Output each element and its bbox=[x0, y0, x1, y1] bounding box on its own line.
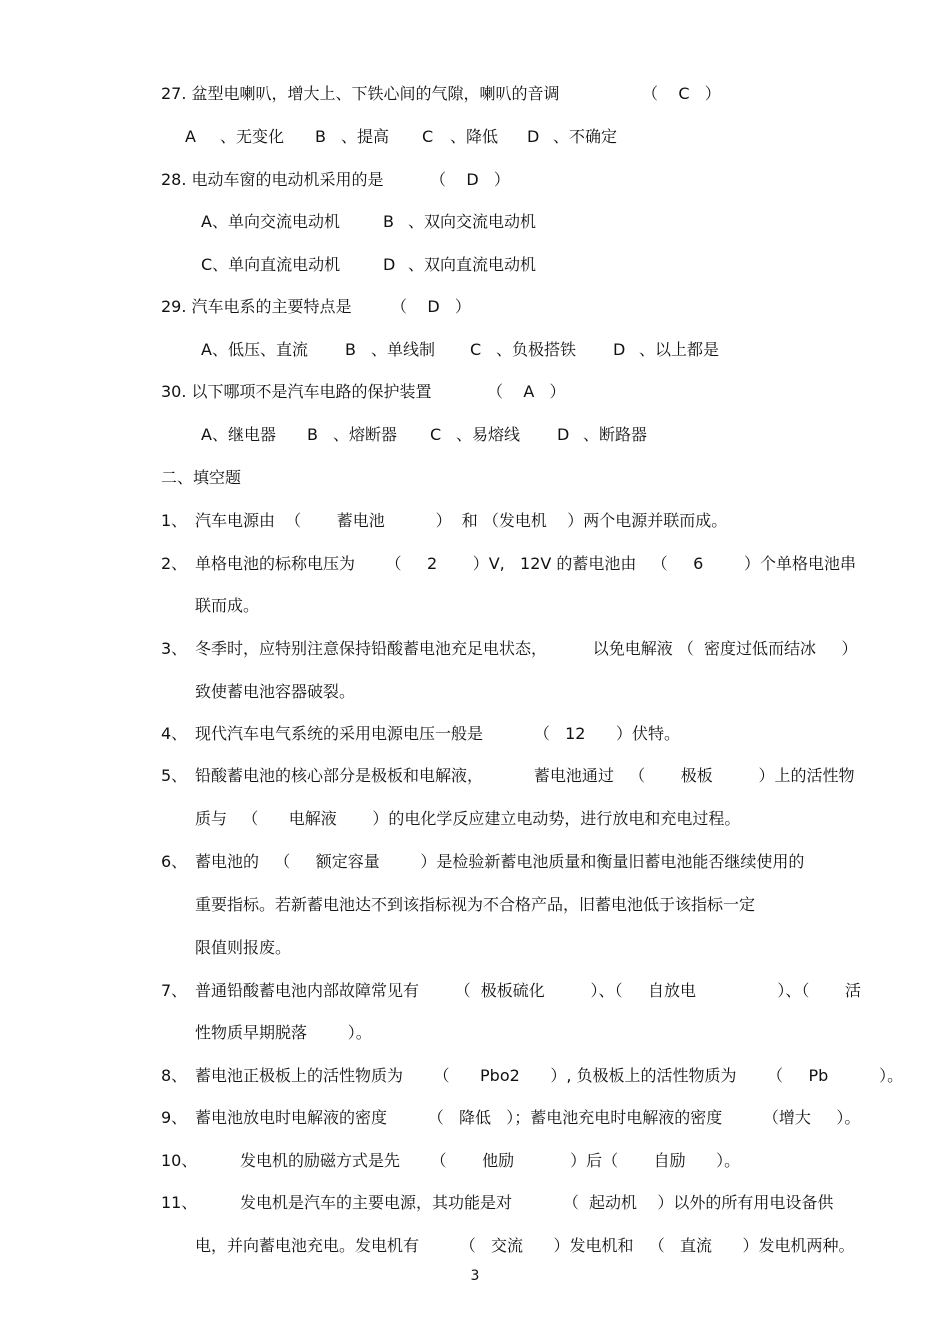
q29-option-c: C bbox=[470, 340, 482, 359]
f2-number: 2、 bbox=[161, 554, 188, 573]
f11-number: 11、 bbox=[161, 1193, 198, 1212]
q28-answer: （ D ） bbox=[430, 170, 510, 189]
f8-text: 蓄电池正极板上的活性物质为 （ Pbo2 ）, 负极板上的活性物质为 （ Pb ）。 bbox=[195, 1066, 904, 1085]
q28-option-a: A、单向交流电动机 bbox=[201, 212, 340, 231]
q30-option-d-text: 、断路器 bbox=[583, 425, 648, 444]
q27-option-a-text: 、无变化 bbox=[220, 127, 285, 146]
q30-option-c-text: 、易熔线 bbox=[456, 425, 521, 444]
f4-text: 现代汽车电气系统的采用电源电压一般是 （ 12 ）伏特。 bbox=[195, 724, 680, 743]
q29-option-b-text: 、单线制 bbox=[371, 340, 436, 359]
f6-text-line2: 重要指标。若新蓄电池达不到该指标视为不合格产品，旧蓄电池低于该指标一定 bbox=[195, 895, 756, 914]
f6-number: 6、 bbox=[161, 852, 188, 871]
q29-option-d: D bbox=[613, 340, 626, 359]
q27-option-c-text: 、降低 bbox=[450, 127, 499, 146]
f3-text-line2: 致使蓄电池容器破裂。 bbox=[195, 682, 356, 701]
q27-option-b: B bbox=[315, 127, 326, 146]
f5-number: 5、 bbox=[161, 766, 188, 785]
q28-option-d: D bbox=[383, 255, 396, 274]
f10-number: 10、 bbox=[161, 1151, 198, 1170]
q28-stem: 28. 电动车窗的电动机采用的是 bbox=[161, 170, 384, 189]
q29-option-a: A、低压、直流 bbox=[201, 340, 308, 359]
f8-number: 8、 bbox=[161, 1066, 188, 1085]
q27-option-d-text: 、不确定 bbox=[553, 127, 618, 146]
f6-text-line1: 蓄电池的 （ 额定容量 ）是检验新蓄电池质量和衡量旧蓄电池能否继续使用的 bbox=[195, 852, 805, 871]
f7-text-line1: 普通铅酸蓄电池内部故障常见有 （ 极板硫化 ）、（ 自放电 ）、（ 活 bbox=[195, 981, 861, 1000]
q30-option-d: D bbox=[557, 425, 570, 444]
f9-text: 蓄电池放电时电解液的密度 （ 降低 ）；蓄电池充电时电解液的密度 （增大 ）。 bbox=[195, 1108, 861, 1127]
f5-text-line2: 质与 （ 电解液 ）的电化学反应建立电动势，进行放电和充电过程。 bbox=[195, 809, 741, 828]
q27-option-a: A bbox=[185, 127, 196, 146]
section-heading: 二、填空题 bbox=[161, 468, 242, 487]
f11-text-line1: 发电机是汽车的主要电源，其功能是对 （ 起动机 ）以外的所有用电设备供 bbox=[240, 1193, 834, 1212]
q30-option-b-text: 、熔断器 bbox=[333, 425, 398, 444]
q30-option-a: A、继电器 bbox=[201, 425, 276, 444]
page-number: 3 bbox=[470, 1268, 480, 1284]
f1-text: 汽车电源由 （ 蓄电池 ） 和 （发电机 ）两个电源并联而成。 bbox=[195, 511, 728, 530]
f3-number: 3、 bbox=[161, 639, 188, 658]
f2-text-line1: 单格电池的标称电压为 （ 2 ）V, 12V 的蓄电池由 （ 6 ）个单格电池串 bbox=[195, 554, 856, 573]
q30-option-b: B bbox=[307, 425, 318, 444]
q28-option-b-text: 、双向交流电动机 bbox=[408, 212, 537, 231]
q29-option-b: B bbox=[345, 340, 356, 359]
f5-text-line1: 铅酸蓄电池的核心部分是极板和电解液， 蓄电池通过 （ 极板 ）上的活性物 bbox=[195, 766, 855, 785]
q27-option-d: D bbox=[527, 127, 540, 146]
q27-stem: 27. 盆型电喇叭，增大上、下铁心间的气隙，喇叭的音调 bbox=[161, 84, 560, 103]
f7-text-line2: 性物质早期脱落 ）。 bbox=[195, 1023, 372, 1042]
q28-option-d-text: 、双向直流电动机 bbox=[408, 255, 537, 274]
f10-text: 发电机的励磁方式是先 （ 他励 ）后（ 自励 ）。 bbox=[240, 1151, 741, 1170]
f11-text-line2: 电，并向蓄电池充电。发电机有 （ 交流 ）发电机和 （ 直流 ）发电机两种。 bbox=[195, 1236, 855, 1255]
q29-option-d-text: 、以上都是 bbox=[639, 340, 720, 359]
q29-option-c-text: 、负极搭铁 bbox=[496, 340, 577, 359]
q27-option-b-text: 、提高 bbox=[341, 127, 390, 146]
q30-option-c: C bbox=[430, 425, 442, 444]
q29-stem: 29. 汽车电系的主要特点是 bbox=[161, 297, 352, 316]
q30-answer: （ A ） bbox=[487, 382, 566, 401]
f3-text-line1: 冬季时，应特别注意保持铅酸蓄电池充足电状态， 以免电解液 （ 密度过低而结冰 ） bbox=[195, 639, 858, 658]
q29-answer: （ D ） bbox=[391, 297, 471, 316]
f2-text-line2: 联而成。 bbox=[195, 596, 260, 615]
f6-text-line3: 限值则报废。 bbox=[195, 938, 292, 957]
q28-option-b: B bbox=[383, 212, 394, 231]
q27-option-c: C bbox=[422, 127, 434, 146]
q27-answer: （ C ） bbox=[642, 84, 721, 103]
q30-stem: 30. 以下哪项不是汽车电路的保护装置 bbox=[161, 382, 432, 401]
f7-number: 7、 bbox=[161, 981, 188, 1000]
f9-number: 9、 bbox=[161, 1108, 188, 1127]
f4-number: 4、 bbox=[161, 724, 188, 743]
q28-option-c: C、单向直流电动机 bbox=[201, 255, 341, 274]
f1-number: 1、 bbox=[161, 511, 188, 530]
